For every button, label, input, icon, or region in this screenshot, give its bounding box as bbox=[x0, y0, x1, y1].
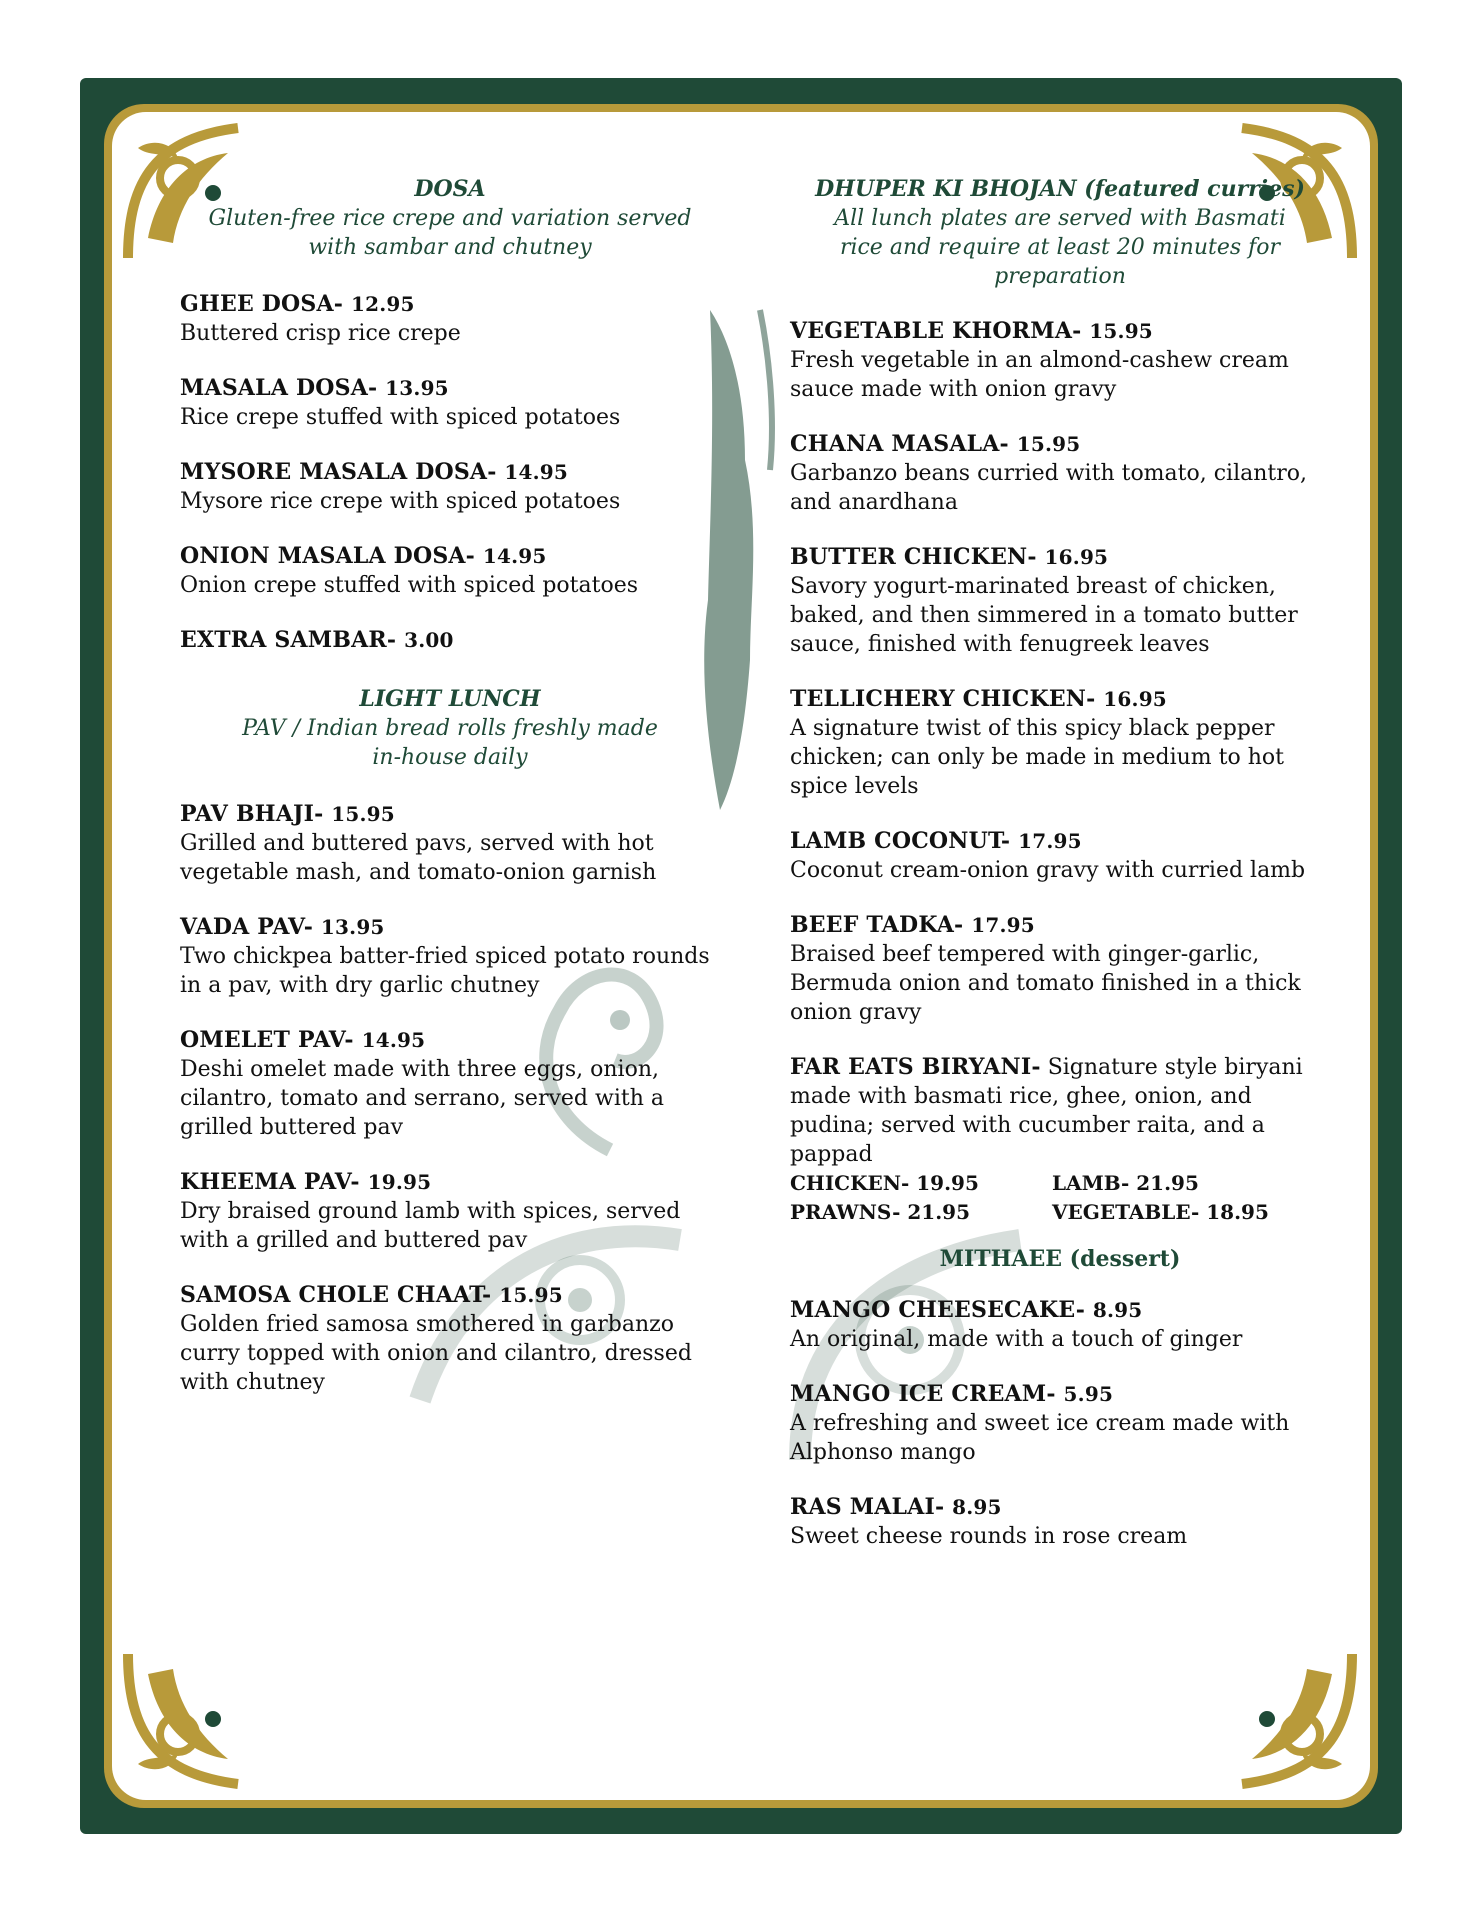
item-price: 3.00 bbox=[404, 628, 454, 652]
item-description: Signature style biryani made with basmati rice, ghee, onion, and pudina; served with cucumber raita, and a pappad bbox=[790, 1055, 1303, 1167]
menu-item-beef-tadka bbox=[790, 911, 1330, 1027]
item-name: BUTTER CHICKEN- bbox=[790, 544, 1037, 570]
menu-item-extra-sambar bbox=[180, 626, 720, 655]
biryani-option-prawns: PRAWNS- 21.95 bbox=[790, 1200, 971, 1224]
item-name: GHEE DOSA- bbox=[180, 291, 344, 317]
menu-item-vada-pav bbox=[180, 913, 720, 1000]
item-price: 17.95 bbox=[1018, 829, 1082, 853]
menu-item-ghee-dosa bbox=[180, 290, 720, 348]
item-price: 16.95 bbox=[1103, 687, 1167, 711]
item-name: MYSORE MASALA DOSA- bbox=[180, 459, 497, 485]
right-column bbox=[790, 175, 1330, 1551]
dessert-section bbox=[790, 1245, 1330, 1551]
item-name: SAMOSA CHOLE CHAAT- bbox=[180, 1282, 492, 1308]
item-price: 13.95 bbox=[385, 376, 449, 400]
item-price: 14.95 bbox=[482, 544, 547, 568]
light-lunch-heading: LIGHT LUNCH bbox=[359, 686, 541, 712]
dessert-heading: MITHAEE (dessert) bbox=[939, 1246, 1181, 1272]
dosa-heading: DOSA bbox=[414, 176, 486, 202]
item-price: 15.95 bbox=[1089, 319, 1153, 343]
item-description: Two chickpea batter-fried spiced potato rounds in a pav, with dry garlic chutney bbox=[180, 944, 710, 998]
menu-item-omelet-pav bbox=[180, 1026, 720, 1142]
item-price: 19.95 bbox=[367, 1170, 432, 1194]
item-price: 8.95 bbox=[952, 1495, 1002, 1519]
item-price: 14.95 bbox=[504, 460, 569, 484]
light-lunch-subtitle: PAV / Indian bread rolls freshly made in-house daily bbox=[242, 716, 658, 770]
item-name: EXTRA SAMBAR- bbox=[180, 627, 397, 653]
left-column bbox=[180, 175, 720, 1397]
item-name: MASALA DOSA- bbox=[180, 375, 378, 401]
item-name: OMELET PAV- bbox=[180, 1027, 354, 1053]
item-name: VEGETABLE KHORMA- bbox=[790, 318, 1082, 344]
dosa-subtitle: Gluten-free rice crepe and variation served with sambar and chutney bbox=[208, 206, 692, 260]
item-description: Dry braised ground lamb with spices, served with a grilled and buttered pav bbox=[180, 1199, 681, 1253]
biryani-option-chicken: CHICKEN- 19.95 bbox=[790, 1171, 979, 1195]
item-description: An original, made with a touch of ginger bbox=[790, 1327, 1243, 1352]
item-description: Garbanzo beans curried with tomato, cilantro, and anardhana bbox=[790, 461, 1308, 515]
corner-ornament-bottom-right bbox=[1212, 1644, 1362, 1794]
item-name: PAV BHAJI- bbox=[180, 801, 324, 827]
item-description: Buttered crisp rice crepe bbox=[180, 321, 461, 346]
item-price: 8.95 bbox=[1092, 1298, 1143, 1322]
menu-item-lamb-coconut bbox=[790, 827, 1330, 885]
item-description: A signature twist of this spicy black pepper chicken; can only be made in medium to hot spice levels bbox=[790, 716, 1284, 799]
menu-item-tellichery-chicken bbox=[790, 685, 1330, 801]
menu-item-mango-ice-cream bbox=[790, 1380, 1330, 1467]
item-name: MANGO ICE CREAM- bbox=[790, 1381, 1056, 1407]
item-name: LAMB COCONUT- bbox=[790, 828, 1011, 854]
item-description: Braised beef tempered with ginger-garlic, Bermuda onion and tomato finished in a thick onion gravy bbox=[790, 942, 1301, 1025]
menu-item-vegetable-khorma bbox=[790, 317, 1330, 404]
menu-item-ras-malai bbox=[790, 1493, 1330, 1551]
menu-item-mango-cheesecake bbox=[790, 1296, 1330, 1354]
item-description: Onion crepe stuffed with spiced potatoes bbox=[180, 573, 639, 598]
item-description: Rice crepe stuffed with spiced potatoes bbox=[180, 405, 621, 430]
menu-item-onion-masala-dosa bbox=[180, 542, 720, 600]
dosa-section bbox=[180, 175, 720, 655]
item-name: MANGO CHEESECAKE- bbox=[790, 1297, 1086, 1323]
item-description: Mysore rice crepe with spiced potatoes bbox=[180, 489, 621, 514]
menu-item-pav-bhaji bbox=[180, 800, 720, 887]
item-price: 16.95 bbox=[1044, 545, 1109, 569]
item-name: CHANA MASALA- bbox=[790, 431, 1009, 457]
item-price: 17.95 bbox=[971, 913, 1035, 937]
item-name: VADA PAV- bbox=[180, 914, 314, 940]
item-description: Coconut cream-onion gravy with curried lamb bbox=[790, 858, 1306, 883]
item-description: Grilled and buttered pavs, served with hot vegetable mash, and tomato-onion garnish bbox=[180, 831, 657, 885]
curries-subtitle: All lunch plates are served with Basmati rice and require at least 20 minutes for preparation bbox=[834, 206, 1286, 289]
item-name: KHEEMA PAV- bbox=[180, 1169, 360, 1195]
item-price: 12.95 bbox=[350, 292, 415, 316]
item-name: RAS MALAI- bbox=[790, 1494, 945, 1520]
item-description: Savory yogurt-marinated breast of chicken, baked, and then simmered in a tomato butter sauce, finished with fenugreek leaves bbox=[790, 574, 1298, 657]
item-price: 13.95 bbox=[320, 915, 385, 939]
item-name: BEEF TADKA- bbox=[790, 912, 964, 938]
curries-section bbox=[790, 175, 1330, 1227]
item-price: 15.95 bbox=[1016, 432, 1081, 456]
menu-item-chana-masala bbox=[790, 430, 1330, 517]
menu-item-kheema-pav bbox=[180, 1168, 720, 1255]
item-description: Fresh vegetable in an almond-cashew cream sauce made with onion gravy bbox=[790, 348, 1289, 402]
biryani-price-options bbox=[790, 1169, 1330, 1227]
item-name: ONION MASALA DOSA- bbox=[180, 543, 476, 569]
item-name: FAR EATS BIRYANI- bbox=[790, 1054, 1041, 1080]
menu-item-mysore-masala-dosa bbox=[180, 458, 720, 516]
menu-item-butter-chicken bbox=[790, 543, 1330, 659]
biryani-option-lamb: LAMB- 21.95 bbox=[1052, 1171, 1199, 1195]
item-price: 15.95 bbox=[331, 802, 395, 826]
item-description: Golden fried samosa smothered in garbanzo curry topped with onion and cilantro, dressed with chutney bbox=[180, 1312, 692, 1395]
item-description: Deshi omelet made with three eggs, onion, cilantro, tomato and serrano, served with a grilled buttered pav bbox=[180, 1057, 664, 1140]
curries-heading: DHUPER KI BHOJAN (featured curries) bbox=[815, 176, 1305, 202]
item-name: TELLICHERY CHICKEN- bbox=[790, 686, 1096, 712]
item-description: Sweet cheese rounds in rose cream bbox=[790, 1524, 1188, 1549]
light-lunch-section bbox=[180, 685, 720, 1397]
corner-ornament-bottom-left bbox=[118, 1644, 268, 1794]
menu-item-masala-dosa bbox=[180, 374, 720, 432]
item-price: 5.95 bbox=[1063, 1382, 1114, 1406]
menu-item-far-eats-biryani bbox=[790, 1053, 1330, 1227]
item-price: 15.95 bbox=[499, 1283, 563, 1307]
item-description: A refreshing and sweet ice cream made with Alphonso mango bbox=[790, 1411, 1290, 1465]
item-price: 14.95 bbox=[361, 1028, 426, 1052]
menu-item-samosa-chole-chaat bbox=[180, 1281, 720, 1397]
biryani-option-vegetable: VEGETABLE- 18.95 bbox=[1052, 1200, 1269, 1224]
